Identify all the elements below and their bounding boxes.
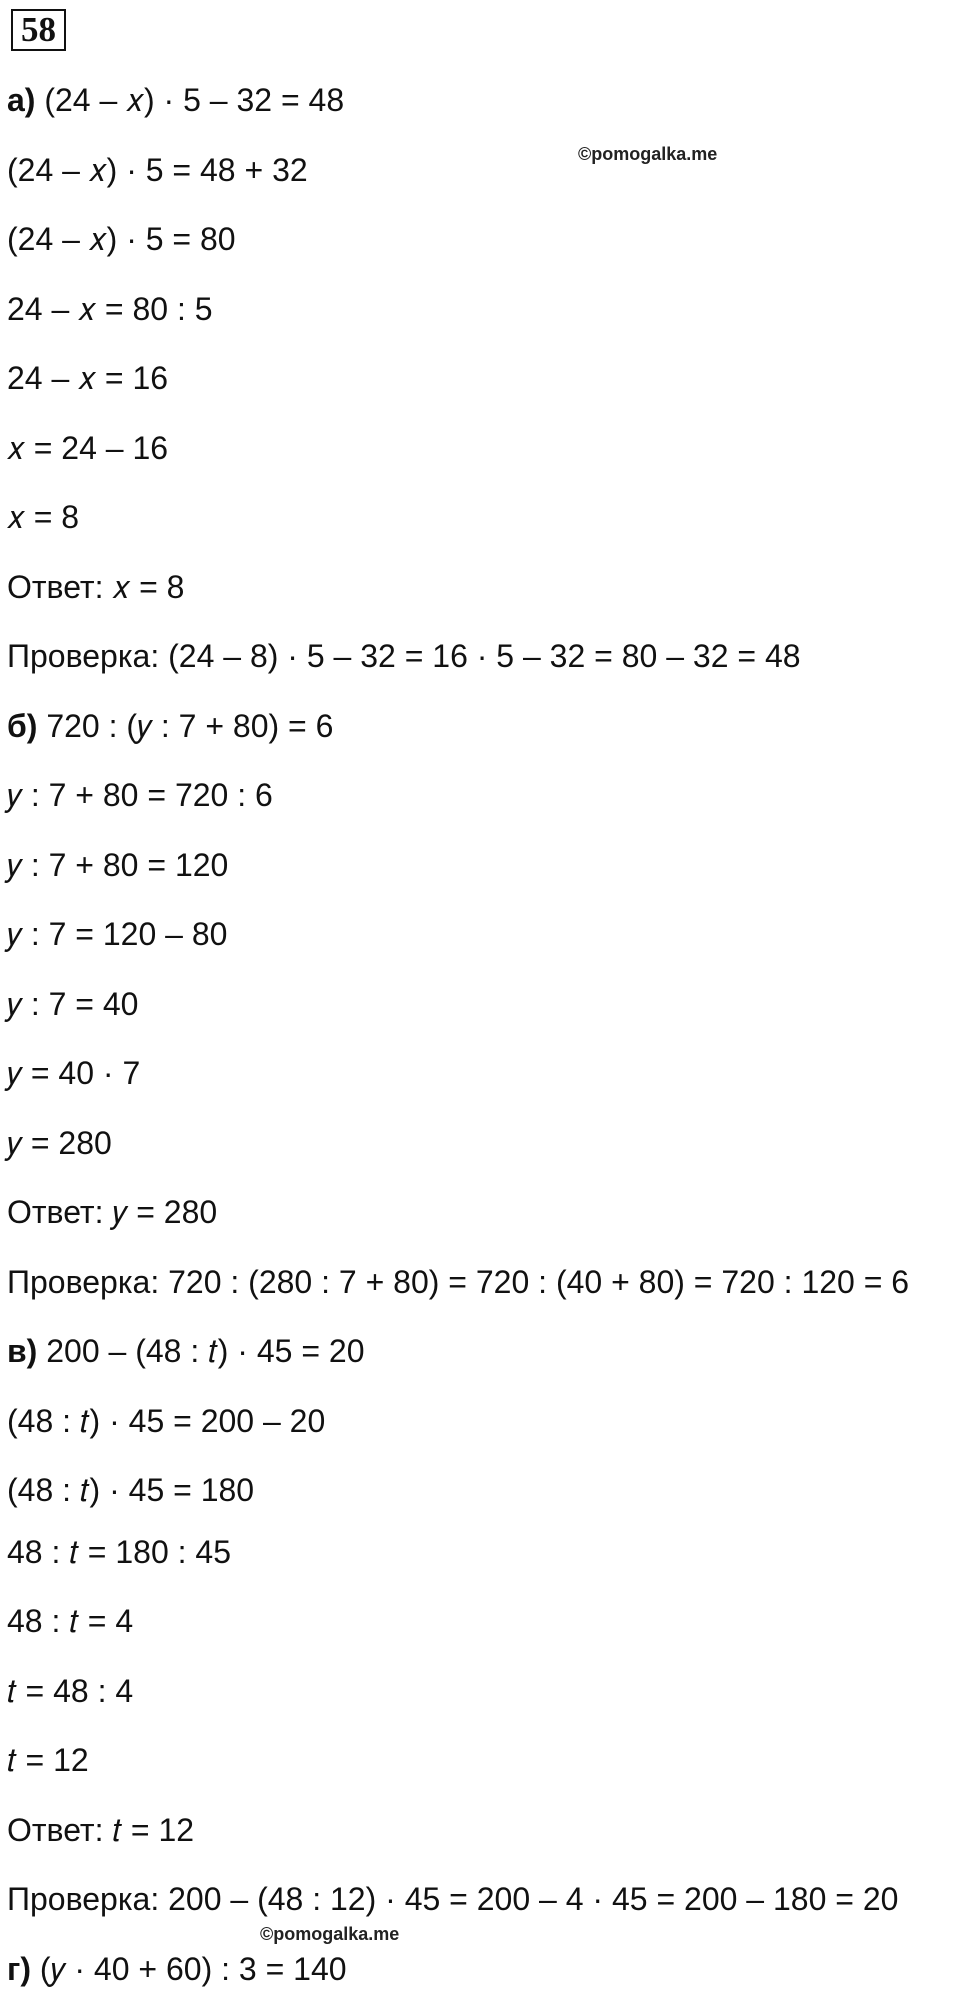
solution-line — [7, 1401, 325, 1441]
solution-line — [7, 914, 227, 954]
equation-text: 𝑡 = 48 : 4 — [7, 1673, 134, 1709]
solution-line — [7, 1879, 898, 1919]
equation-text: 𝑦 : 7 = 120 – 80 — [7, 916, 228, 952]
equation-text: 𝑦 : 7 + 80 = 120 — [7, 847, 229, 883]
equation-text: (24 – 𝑥) · 5 – 32 = 48 — [44, 82, 345, 118]
part-label: в) — [7, 1333, 38, 1369]
equation-text: 𝑦 : 7 = 40 — [7, 986, 139, 1022]
equation-text: Ответ: 𝑡 = 12 — [7, 1812, 195, 1848]
equation-text: Проверка: 200 – (48 : 12) · 45 = 200 – 4 · 45 = 200 – 180 = 20 — [7, 1881, 899, 1917]
solution-line — [7, 289, 213, 329]
part-label: г) — [7, 1951, 31, 1987]
solution-line — [7, 706, 333, 746]
equation-text: 200 – (48 : 𝑡) · 45 = 20 — [46, 1333, 365, 1369]
solution-line — [7, 1740, 89, 1780]
equation-text: Проверка: 720 : (280 : 7 + 80) = 720 : (40 + 80) = 720 : 120 = 6 — [7, 1264, 910, 1300]
solution-line — [7, 1123, 112, 1163]
solution-line — [7, 150, 308, 190]
equation-text: (24 – 𝑥) · 5 = 48 + 32 — [7, 152, 308, 188]
solution-line — [7, 1532, 231, 1572]
watermark: ©pomogalka.me — [260, 1924, 400, 1944]
equation-text: Ответ: 𝑥 = 8 — [7, 569, 185, 605]
problem-number: 58 — [11, 9, 66, 51]
solution-line — [7, 1810, 194, 1850]
solution-line — [7, 219, 236, 259]
equation-text: (24 – 𝑥) · 5 = 80 — [7, 221, 236, 257]
solution-line — [7, 80, 344, 120]
equation-text: (𝑦 · 40 + 60) : 3 = 140 — [39, 1951, 347, 1987]
equation-text: 𝑦 = 40 · 7 — [7, 1055, 141, 1091]
equation-text: 𝑦 = 280 — [7, 1125, 112, 1161]
equation-text: 𝑡 = 12 — [7, 1742, 89, 1778]
solution-line — [7, 1949, 347, 1989]
solution-line — [7, 428, 168, 468]
solution-line — [7, 1262, 909, 1302]
equation-text: 𝑥 = 8 — [7, 499, 80, 535]
solution-line — [7, 358, 168, 398]
solution-line — [7, 1470, 254, 1510]
solution-line — [7, 497, 79, 537]
solution-line — [7, 1601, 133, 1641]
solution-line — [7, 1331, 365, 1371]
solution-line — [7, 636, 801, 676]
solution-line — [7, 1053, 140, 1093]
equation-text: 48 : 𝑡 = 4 — [7, 1603, 134, 1639]
equation-text: 𝑥 = 24 – 16 — [7, 430, 169, 466]
equation-text: Ответ: 𝑦 = 280 — [7, 1194, 218, 1230]
equation-text: 720 : (𝑦 : 7 + 80) = 6 — [46, 708, 334, 744]
equation-text: Проверка: (24 – 8) · 5 – 32 = 16 · 5 – 32 = 80 – 32 = 48 — [7, 638, 801, 674]
watermark: ©pomogalka.me — [578, 144, 718, 164]
solution-line — [7, 1192, 217, 1232]
equation-text: 48 : 𝑡 = 180 : 45 — [7, 1534, 232, 1570]
equation-text: 𝑦 : 7 + 80 = 720 : 6 — [7, 777, 273, 813]
part-label: б) — [7, 708, 38, 744]
solution-line — [7, 845, 228, 885]
solution-line — [7, 984, 138, 1024]
solution-line — [7, 567, 184, 607]
solution-line — [7, 1671, 133, 1711]
part-label: а) — [7, 82, 36, 118]
solution-line — [7, 775, 273, 815]
equation-text: 24 – 𝑥 = 80 : 5 — [7, 291, 213, 327]
equation-text: 24 – 𝑥 = 16 — [7, 360, 169, 396]
equation-text: (48 : 𝑡) · 45 = 200 – 20 — [7, 1403, 326, 1439]
equation-text: (48 : 𝑡) · 45 = 180 — [7, 1472, 255, 1508]
